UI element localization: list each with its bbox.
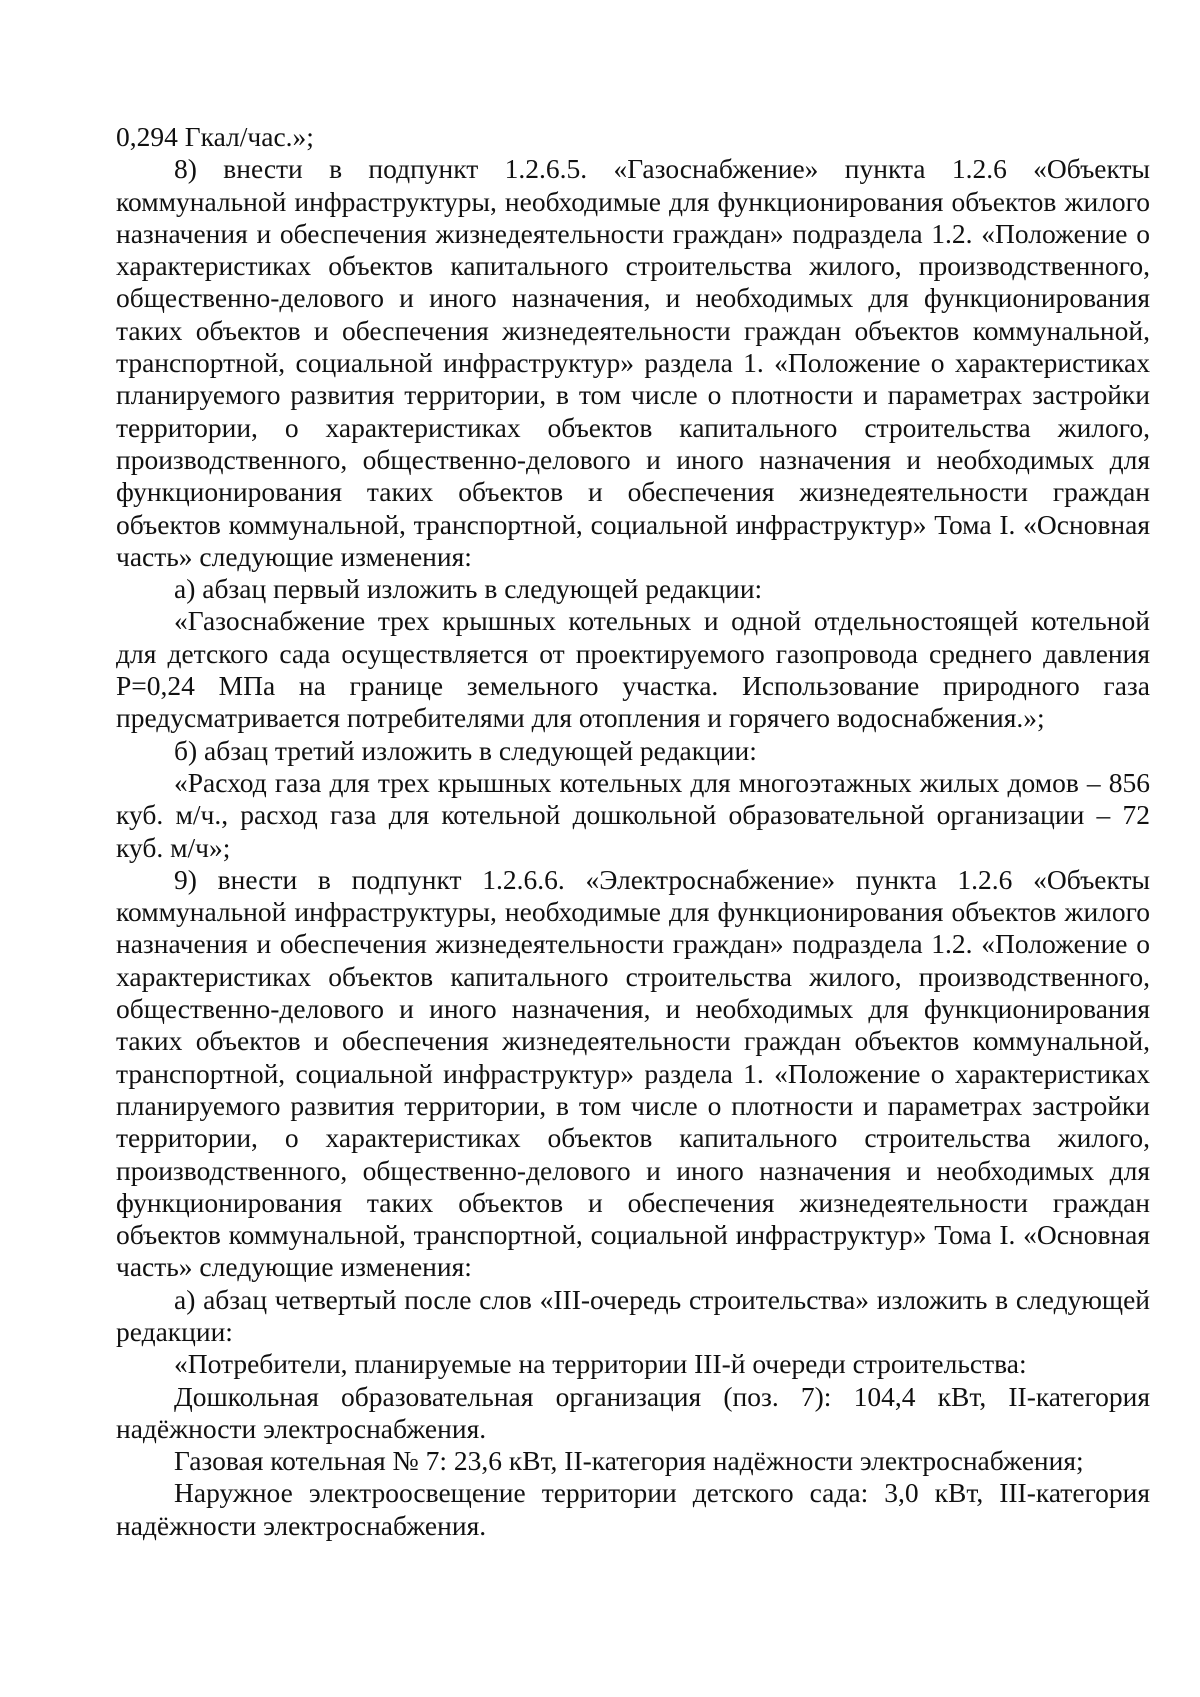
paragraph-gas-consumption-quote: «Расход газа для трех крышных котельных для многоэтажных жилых домов – 856 куб. м/ч., расход газа для котельной дошкольной образовательной организации – 72 куб. м/ч»; [116, 766, 1150, 863]
paragraph-gas-supply-quote: «Газоснабжение трех крышных котельных и одной отдельностоящей котельной для детского сада осуществляется от проектируемого газопровода среднего давления Р=0,24 МПа на границе земельного участка. Использование природного газа предусматривается потребителями для отопления и горячего водоснабжения.»; [116, 605, 1150, 734]
paragraph-item-8a: а) абзац первый изложить в следующей редакции: [174, 573, 763, 605]
paragraph-item-9a: а) абзац четвертый после слов «III-очередь строительства» изложить в следующей редакции: [116, 1283, 1150, 1347]
paragraph-continuation: 0,294 Гкал/час.»; [116, 121, 314, 152]
paragraph-item-8: 8) внести в подпункт 1.2.6.5. «Газоснабжение» пункта 1.2.6 «Объекты коммунальной инфраструктуры, необходимые для функционирования объектов жилого назначения и обеспечения жизнедеятельности граждан» подраздела 1.2. «Положение о характеристиках объектов капитального строительства жилого, производственного, общественно-делового и иного назначения, и необходимых для функционирования таких объектов и обеспечения жизнедеятельности граждан объектов коммунальной, транспортной, социальной инфраструктур» раздела 1. «Положение о характеристиках планируемого развития территории, в том числе о плотности и параметрах застройки территории, о характеристиках объектов капитального строительства жилого, производственного, общественно-делового и иного назначения и необходимых для функционирования таких объектов и обеспечения жизнедеятельности граждан объектов коммунальной, транспортной, социальной инфраструктур» Тома I. «Основная часть» следующие изменения: [116, 153, 1150, 572]
document-body [116, 121, 1150, 1542]
paragraph-boiler-load: Газовая котельная № 7: 23,6 кВт, II-категория надёжности электроснабжения; [174, 1445, 1084, 1477]
paragraph-item-9: 9) внести в подпункт 1.2.6.6. «Электроснабжение» пункта 1.2.6 «Объекты коммунальной инфраструктуры, необходимые для функционирования объектов жилого назначения и обеспечения жизнедеятельности граждан» подраздела 1.2. «Положение о характеристиках объектов капитального строительства жилого, производственного, общественно-делового и иного назначения, и необходимых для функционирования таких объектов и обеспечения жизнедеятельности граждан объектов коммунальной, транспортной, социальной инфраструктур» раздела 1. «Положение о характеристиках планируемого развития территории, в том числе о плотности и параметрах застройки территории, о характеристиках объектов капитального строительства жилого, производственного, общественно-делового и иного назначения и необходимых для функционирования таких объектов и обеспечения жизнедеятельности граждан объектов коммунальной, транспортной, социальной инфраструктур» Тома I. «Основная часть» следующие изменения: [116, 863, 1150, 1283]
paragraph-consumers-quote: «Потребители, планируемые на территории III-й очереди строительства: [174, 1348, 1027, 1380]
paragraph-lighting-load: Наружное электроосвещение территории детского сада: 3,0 кВт, III-категория надёжности электроснабжения. [116, 1477, 1150, 1541]
paragraph-preschool-load: Дошкольная образовательная организация (поз. 7): 104,4 кВт, II-категория надёжности электроснабжения. [116, 1380, 1150, 1444]
paragraph-item-8b: б) абзац третий изложить в следующей редакции: [174, 734, 757, 766]
